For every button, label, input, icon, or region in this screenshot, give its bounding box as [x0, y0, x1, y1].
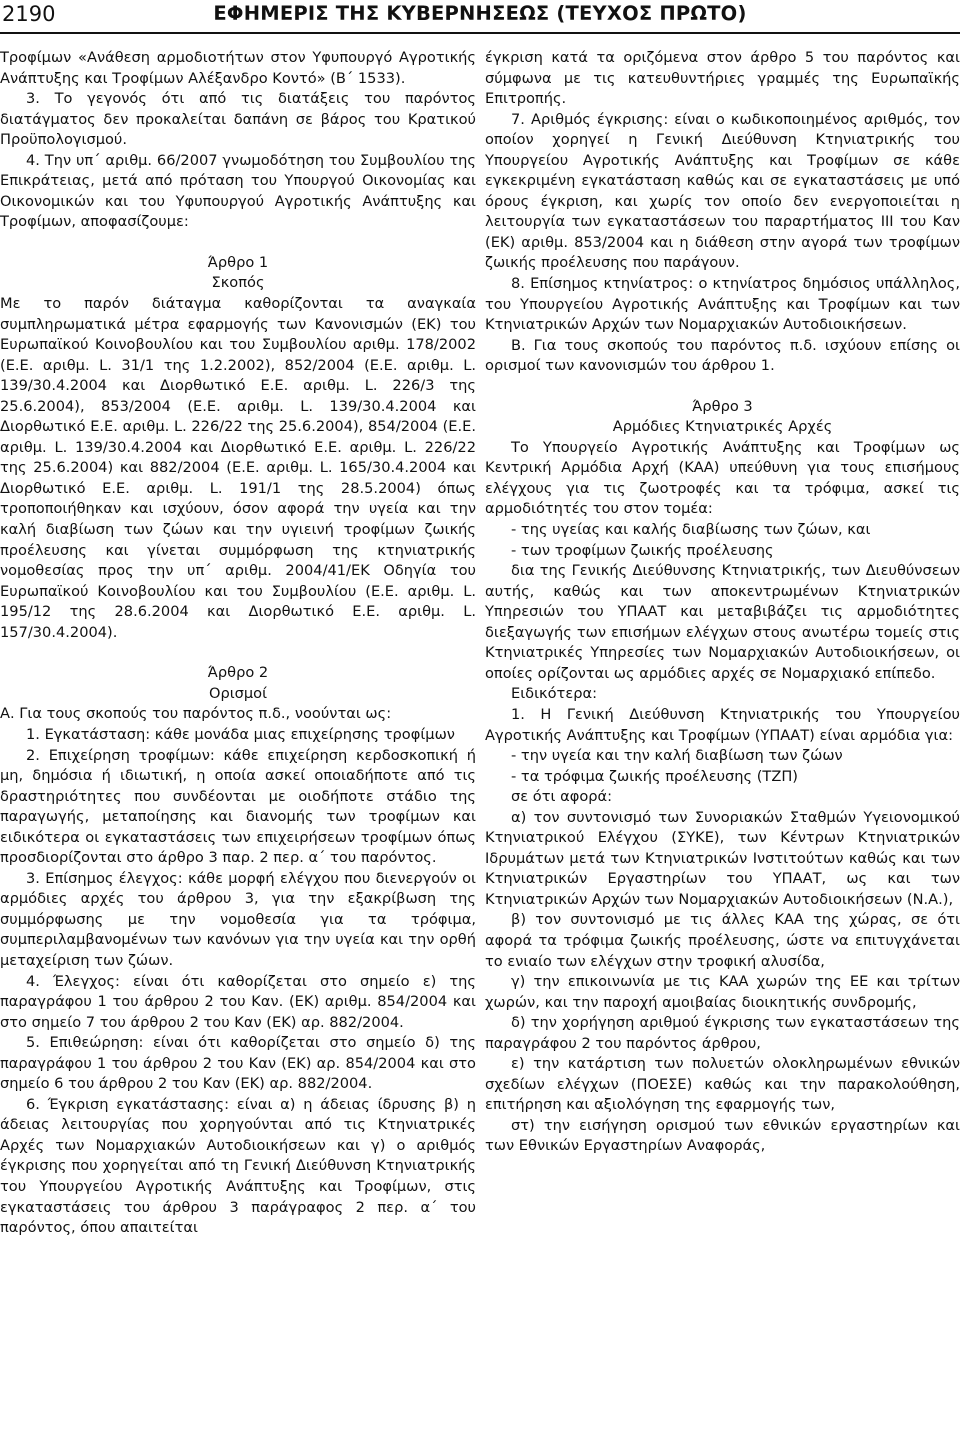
list-item: - τα τρόφιμα ζωικής προέλευσης (ΤΖΠ)	[511, 767, 799, 785]
paragraph: Β. Για τους σκοπούς του παρόντος π.δ. ισχύουν επίσης οι ορισμοί των κανονισμών του άρθρου 1.	[485, 336, 960, 375]
page-number: 2190	[2, 2, 56, 26]
paragraph: Τροφίμων «Ανάθεση αρμοδιοτήτων στον Υφυπουργό Αγροτικής Ανάπτυξης και Τροφίμων Αλέξανδρο Κοντό» (Β΄ 1533).	[0, 49, 476, 87]
paragraph: 1. Η Γενική Διεύθυνση Κτηνιατρικής του Υπουργείου Αγροτικής Ανάπτυξης και Τροφίμων (ΥΠΑΑΤ) είναι αρμόδια για:	[485, 705, 960, 744]
list-item: δ) την χορήγηση αριθμού έγκρισης των εγκαταστάσεων της παραγράφου 2 του παρόντος άρθρου,	[485, 1014, 960, 1052]
list-item: - της υγείας και καλής διαβίωσης των ζώων, και	[511, 521, 871, 539]
spacer	[0, 233, 476, 253]
left-column	[0, 48, 476, 1239]
list-item: στ) την εισήγηση ορισμού των εθνικών εργαστηρίων και των Εθνικών Εργαστηρίων Αναφοράς,	[485, 1116, 960, 1155]
article-3-title: Άρθρο 3	[692, 397, 753, 415]
right-column	[485, 48, 960, 1157]
paragraph: 4. Την υπ΄ αριθμ. 66/2007 γνωμοδότηση του Συμβουλίου της Επικράτειας, μετά από πρόταση του Υπουργού Οικονομίας και Οικονομικών και του Υφυπουργού Αγροτικής Ανάπτυξης και Τροφίμων, αποφασίζουμε:	[0, 151, 476, 231]
paragraph: έγκριση κατά τα οριζόμενα στον άρθρο 5 του παρόντος και σύμφωνα με τις κατευθυντήριες γραμμές της Ευρωπαϊκής Επιτροπής.	[485, 49, 960, 108]
paragraph: 3. Το γεγονός ότι από τις διατάξεις του παρόντος διατάγματος δεν προκαλείται δαπάνη σε βάρος του Κρατικού Προϋπολογισμού.	[0, 90, 476, 149]
definition-item: 6. Έγκριση εγκατάστασης: είναι α) η άδειας ίδρυσης β) η άδειας λειτουργίας που χορηγούνται από τις Κτηνιατρικές Αρχές των Νομαρχιακών Αυτοδιοικήσεων και γ) ο αριθμός έγκρισης που χορηγείται από τη Γενική Διεύθυνση Κτηνιατρικής του Υπουργείου Αγροτικής Ανάπτυξης και Τροφίμων, στις εγκαταστάσεις του άρθρου 3 παράγραφος 2 περ. α΄ του παρόντος, όπου απαιτείται	[0, 1095, 476, 1237]
definition-item: 2. Επιχείρηση τροφίμων: κάθε επιχείρηση κερδοσκοπική ή μη, δημόσια ή ιδιωτική, η οποία ασκεί οποιαδήποτε από τις δραστηριότητες που συνδέονται με οιοδήποτε στάδιο της παραγωγής, μεταποίησης και διανομής των τροφίμων και ειδικότερα οι εγκαταστάσεις των επιχειρήσεων τροφίμων όπως προσδιορίζονται στο άρθρο 3 παρ. 2 περ. α΄ του παρόντος.	[0, 746, 476, 867]
list-item: - την υγεία και την καλή διαβίωση των ζώων	[511, 747, 843, 765]
definition-item: 5. Επιθεώρηση: είναι ότι καθορίζεται στο σημείο δ) της παραγράφου 1 του άρθρου 2 του Καν (ΕΚ) αρ. 854/2004 και στο σημείο 6 του άρθρου 2 του Καν (ΕΚ) αρ. 882/2004.	[0, 1034, 476, 1093]
header-rule	[0, 32, 960, 34]
article-1-body: Με το παρόν διάταγμα καθορίζονται τα αναγκαία συμπληρωματικά μέτρα εφαρμογής των Κανονισμών (ΕΚ) του Ευρωπαϊκού Κοινοβουλίου και του Συμβουλίου αριθμ. 178/2002 (Ε.Ε. αριθμ. L. 31/1 της 1.2.2002), 852/2004 (Ε.Ε. αριθμ. L. 139/30.4.2004 και Διορθωτικό Ε.Ε. αριθμ. L. 226/3 της 25.6.2004), 853/2004 (Ε.Ε. αριθμ. L. 139/30.4.2004 και Διορθωτικό Ε.Ε. αριθμ. L. 226/22 της 25.6.2004), 854/2004 (Ε.Ε. αριθμ. L. 139/30.4.2004 και Διορθωτικό Ε.Ε. αριθμ. L. 226/22 της 25.6.2004) και 882/2004 (Ε.Ε. αριθμ. L. 165/30.4.2004 και Διορθωτικό Ε.Ε. αριθμ. L. 191/1 της 28.5.2004) όπως τροποποιήθηκαν και ισχύουν, όσον αφορά την υγεία και την καλή διαβίωση των ζώων και την υγιεινή τροφίμων ζωικής προέλευσης και γίνεται συμμόρφωση της κτηνιατρικής νομοθεσίας προς την υπ΄ αριθμ. 2004/41/ΕΚ Οδηγία του Ευρωπαϊκού Κοινοβουλίου και του Συμβουλίου (Ε.Ε. αριθμ. L. 195/12 της 28.6.2004 και Διορθωτικό Ε.Ε. αριθμ. L. 157/30.4.2004).	[0, 295, 476, 641]
definitions-intro: Α. Για τους σκοπούς του παρόντος π.δ., νοούνται ως:	[0, 705, 392, 723]
spacer	[485, 377, 960, 397]
definition-item: 1. Εγκατάσταση: κάθε μονάδα μιας επιχείρησης τροφίμων	[26, 725, 455, 743]
article-3-subtitle: Αρμόδιες Κτηνιατρικές Αρχές	[612, 418, 833, 436]
list-item: - των τροφίμων ζωικής προέλευσης	[511, 541, 774, 559]
list-item: α) τον συντονισμό των Συνοριακών Σταθμών Υγειονομικού Κτηνιατρικού Ελέγχου (ΣΥΚΕ), των Κέντρων Κτηνιατρικών Ιδρυμάτων μετά των Κτηνιατρικών Ινστιτούτων καθώς και των Κτηνιατρικών Εργαστηρίων του ΥΠΑΑΤ, ως και των Κτηνιατρικών Αρχών των Νομαρχιακών Αυτοδιοικήσεων (Ν.Α.),	[485, 808, 960, 908]
page-header	[0, 0, 960, 32]
article-2-subtitle: Ορισμοί	[208, 684, 268, 702]
spacer	[0, 643, 476, 663]
article-1-title: Άρθρο 1	[207, 253, 269, 271]
definition-item: 7. Αριθμός έγκρισης: είναι ο κωδικοποιημένος αριθμός, τον οποίον χορηγεί η Γενική Διεύθυνση Κτηνιατρικής του Υπουργείου Αγροτικής Ανάπτυξης και Τροφίμων σε κάθε εγκεκριμένη εγκατάσταση καθώς και σε εγκαταστάσεις με υπό όρους έγκριση, και χωρίς τον οποίο δεν ενεργοποιείται η λειτουργία των εγκαταστάσεων του παραρτήματος ΙΙΙ του Καν (ΕΚ) αριθμ. 853/2004 και η διάθεση στην αγορά των τροφίμων ζωικής προέλευσης που παράγουν.	[485, 110, 960, 272]
paragraph: δια της Γενικής Διεύθυνσης Κτηνιατρικής, των Διευθύνσεων αυτής, καθώς και των αποκεντρωμένων Κτηνιατρικών Υπηρεσιών του ΥΠΑΑΤ και μεταβιβάζει τις αρμοδιότητες διεξαγωγής των επισήμων ελέγχων στους ανωτέρω τομείς στις Κτηνιατρικές Υπηρεσίες των Νομαρχιακών Αυτοδιοικήσεων, οι οποίες ορίζονται ως αρμόδιες αρχές σε Νομαρχιακό επίπεδο.	[485, 562, 960, 682]
definition-item: 4. Έλεγχος: είναι ότι καθορίζεται στο σημείο ε) της παραγράφου 1 του άρθρου 2 του Καν. (ΕΚ) αριθμ. 854/2004 και στο σημείο 7 του άρθρου 2 του Καν (ΕΚ) αρ. 882/2004.	[0, 972, 476, 1031]
list-item: γ) την επικοινωνία με τις ΚΑΑ χωρών της ΕΕ και τρίτων χωρών, και την παροχή αμοιβαίας διοικητικής συνδρομής,	[485, 973, 960, 1011]
article-1-subtitle: Σκοπός	[211, 274, 265, 292]
list-item: ε) την κατάρτιση των πολυετών ολοκληρωμένων εθνικών σχεδίων ελέγχων (ΠΟΕΣΕ) καθώς και την παρακολούθηση, επιτήρηση και αξιολόγηση της εφαρμογής των,	[485, 1055, 960, 1114]
paragraph: σε ότι αφορά:	[511, 788, 613, 806]
paragraph: Το Υπουργείο Αγροτικής Ανάπτυξης και Τροφίμων ως Κεντρική Αρμόδια Αρχή (ΚΑΑ) υπεύθυνη για τους επισήμους ελέγχους για τις ζωοτροφές και τα τρόφιμα, ασκεί τις αρμοδιότητές του στον τομέα:	[485, 438, 960, 518]
journal-title: ΕΦΗΜΕΡΙΣ ΤΗΣ ΚΥΒΕΡΝΗΣΕΩΣ (ΤΕΥΧΟΣ ΠΡΩΤΟ)	[213, 2, 747, 25]
paragraph: Ειδικότερα:	[511, 685, 598, 703]
article-2-title: Άρθρο 2	[207, 664, 269, 682]
list-item: β) τον συντονισμό με τις άλλες ΚΑΑ της χώρας, σε ότι αφορά τα τρόφιμα ζωικής προέλευσης, ώστε να επιτυγχάνεται το ενιαίο των ελέγχων στην τροφική αλυσίδα,	[485, 911, 960, 970]
definition-item: 8. Επίσημος κτηνίατρος: ο κτηνίατρος δημόσιος υπάλληλος, του Υπουργείου Αγροτικής Ανάπτυξης και Τροφίμων και των Κτηνιατρικών Αρχών των Νομαρχιακών Αυτοδιοικήσεων.	[485, 275, 960, 334]
definition-item: 3. Επίσημος έλεγχος: κάθε μορφή ελέγχου που διενεργούν οι αρμόδιες αρχές του άρθρου 3, για την εξακρίβωση της συμμόρφωσης με την νομοθεσία για τα τρόφιμα, συμπεριλαμβανομένων των κανόνων για την υγεία και την ορθή μεταχείριση των ζώων.	[0, 869, 476, 969]
